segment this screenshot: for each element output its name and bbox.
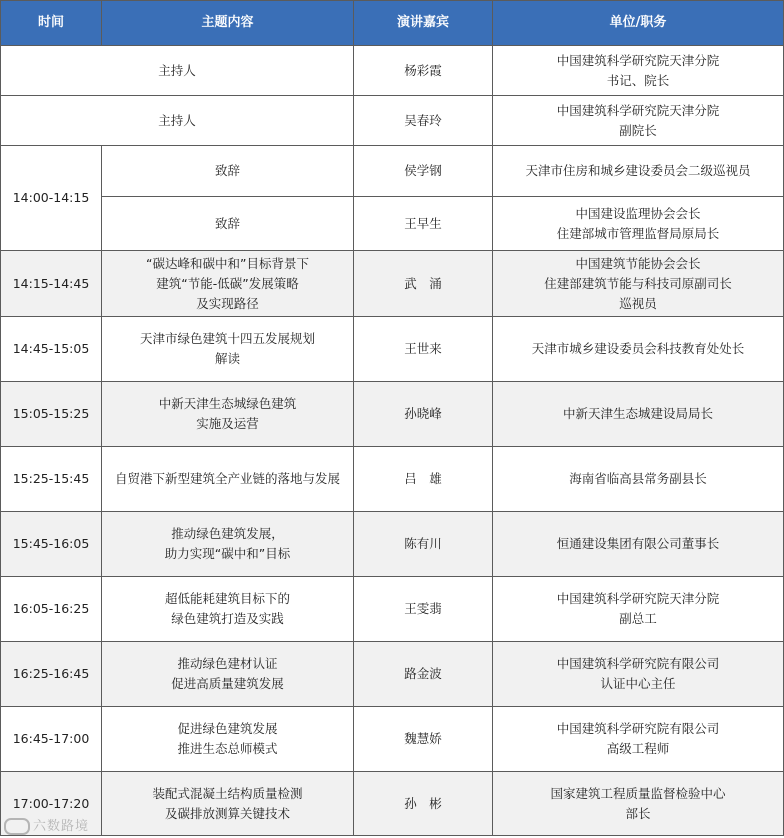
opening-topic: 致辞 xyxy=(102,197,354,251)
session-org: 中国建筑节能协会会长 住建部建筑节能与科技司原副司长 巡视员 xyxy=(493,251,784,317)
session-org: 恒通建设集团有限公司董事长 xyxy=(493,512,784,577)
session-org: 国家建筑工程质量监督检验中心 部长 xyxy=(493,772,784,836)
session-topic: 推动绿色建材认证 促进高质量建筑发展 xyxy=(102,642,354,707)
session-speaker: 武 涌 xyxy=(354,251,493,317)
session-speaker: 王雯翡 xyxy=(354,577,493,642)
session-row xyxy=(1,707,784,772)
session-row xyxy=(1,382,784,447)
session-row xyxy=(1,577,784,642)
host-row xyxy=(1,46,784,96)
session-row xyxy=(1,447,784,512)
session-topic: “碳达峰和碳中和”目标背景下 建筑“节能-低碳”发展策略 及实现路径 xyxy=(102,251,354,317)
header-row xyxy=(1,1,784,46)
session-topic: 天津市绿色建筑十四五发展规划 解读 xyxy=(102,317,354,382)
session-topic: 推动绿色建筑发展， 助力实现“碳中和”目标 xyxy=(102,512,354,577)
session-row xyxy=(1,642,784,707)
opening-org: 中国建设监理协会会长 住建部城市管理监督局原局长 xyxy=(493,197,784,251)
host-org: 中国建筑科学研究院天津分院 书记、院长 xyxy=(493,46,784,96)
watermark-logo-icon xyxy=(4,818,30,835)
session-org: 中新天津生态城建设局局长 xyxy=(493,382,784,447)
header-org: 单位/职务 xyxy=(493,1,784,46)
session-time: 15:45-16:05 xyxy=(1,512,102,577)
session-row xyxy=(1,512,784,577)
host-topic: 主持人 xyxy=(1,46,354,96)
opening-row xyxy=(1,197,784,251)
host-speaker: 吴春玲 xyxy=(354,96,493,146)
session-time: 15:05-15:25 xyxy=(1,382,102,447)
session-time: 16:05-16:25 xyxy=(1,577,102,642)
watermark-text: 六数路境 xyxy=(33,819,90,834)
watermark xyxy=(4,815,89,835)
session-time: 17:00-17:20 xyxy=(1,772,102,836)
opening-speaker: 王早生 xyxy=(354,197,493,251)
session-topic: 中新天津生态城绿色建筑 实施及运营 xyxy=(102,382,354,447)
host-org: 中国建筑科学研究院天津分院 副院长 xyxy=(493,96,784,146)
host-topic: 主持人 xyxy=(1,96,354,146)
header-time: 时间 xyxy=(1,1,102,46)
session-speaker: 吕 雄 xyxy=(354,447,493,512)
header-topic: 主题内容 xyxy=(102,1,354,46)
session-time: 16:45-17:00 xyxy=(1,707,102,772)
session-org: 中国建筑科学研究院天津分院 副总工 xyxy=(493,577,784,642)
session-org: 中国建筑科学研究院有限公司 认证中心主任 xyxy=(493,642,784,707)
session-speaker: 王世来 xyxy=(354,317,493,382)
session-row xyxy=(1,317,784,382)
session-topic: 装配式混凝土结构质量检测 及碳排放测算关键技术 xyxy=(102,772,354,836)
opening-row xyxy=(1,146,784,197)
session-time: 14:45-15:05 xyxy=(1,317,102,382)
session-speaker: 陈有川 xyxy=(354,512,493,577)
header-speaker: 演讲嘉宾 xyxy=(354,1,493,46)
session-row xyxy=(1,772,784,836)
session-topic: 促进绿色建筑发展 推进生态总师模式 xyxy=(102,707,354,772)
session-topic: 超低能耗建筑目标下的 绿色建筑打造及实践 xyxy=(102,577,354,642)
session-time: 16:25-16:45 xyxy=(1,642,102,707)
host-row xyxy=(1,96,784,146)
opening-org: 天津市住房和城乡建设委员会二级巡视员 xyxy=(493,146,784,197)
opening-topic: 致辞 xyxy=(102,146,354,197)
opening-time: 14:00-14:15 xyxy=(1,146,102,251)
session-speaker: 孙 彬 xyxy=(354,772,493,836)
session-time: 15:25-15:45 xyxy=(1,447,102,512)
session-speaker: 路金波 xyxy=(354,642,493,707)
session-org: 中国建筑科学研究院有限公司 高级工程师 xyxy=(493,707,784,772)
session-row xyxy=(1,251,784,317)
host-speaker: 杨彩霞 xyxy=(354,46,493,96)
session-time: 14:15-14:45 xyxy=(1,251,102,317)
session-speaker: 孙晓峰 xyxy=(354,382,493,447)
session-speaker: 魏慧娇 xyxy=(354,707,493,772)
session-org: 海南省临高县常务副县长 xyxy=(493,447,784,512)
opening-speaker: 侯学钢 xyxy=(354,146,493,197)
session-topic: 自贸港下新型建筑全产业链的落地与发展 xyxy=(102,447,354,512)
session-org: 天津市城乡建设委员会科技教育处处长 xyxy=(493,317,784,382)
